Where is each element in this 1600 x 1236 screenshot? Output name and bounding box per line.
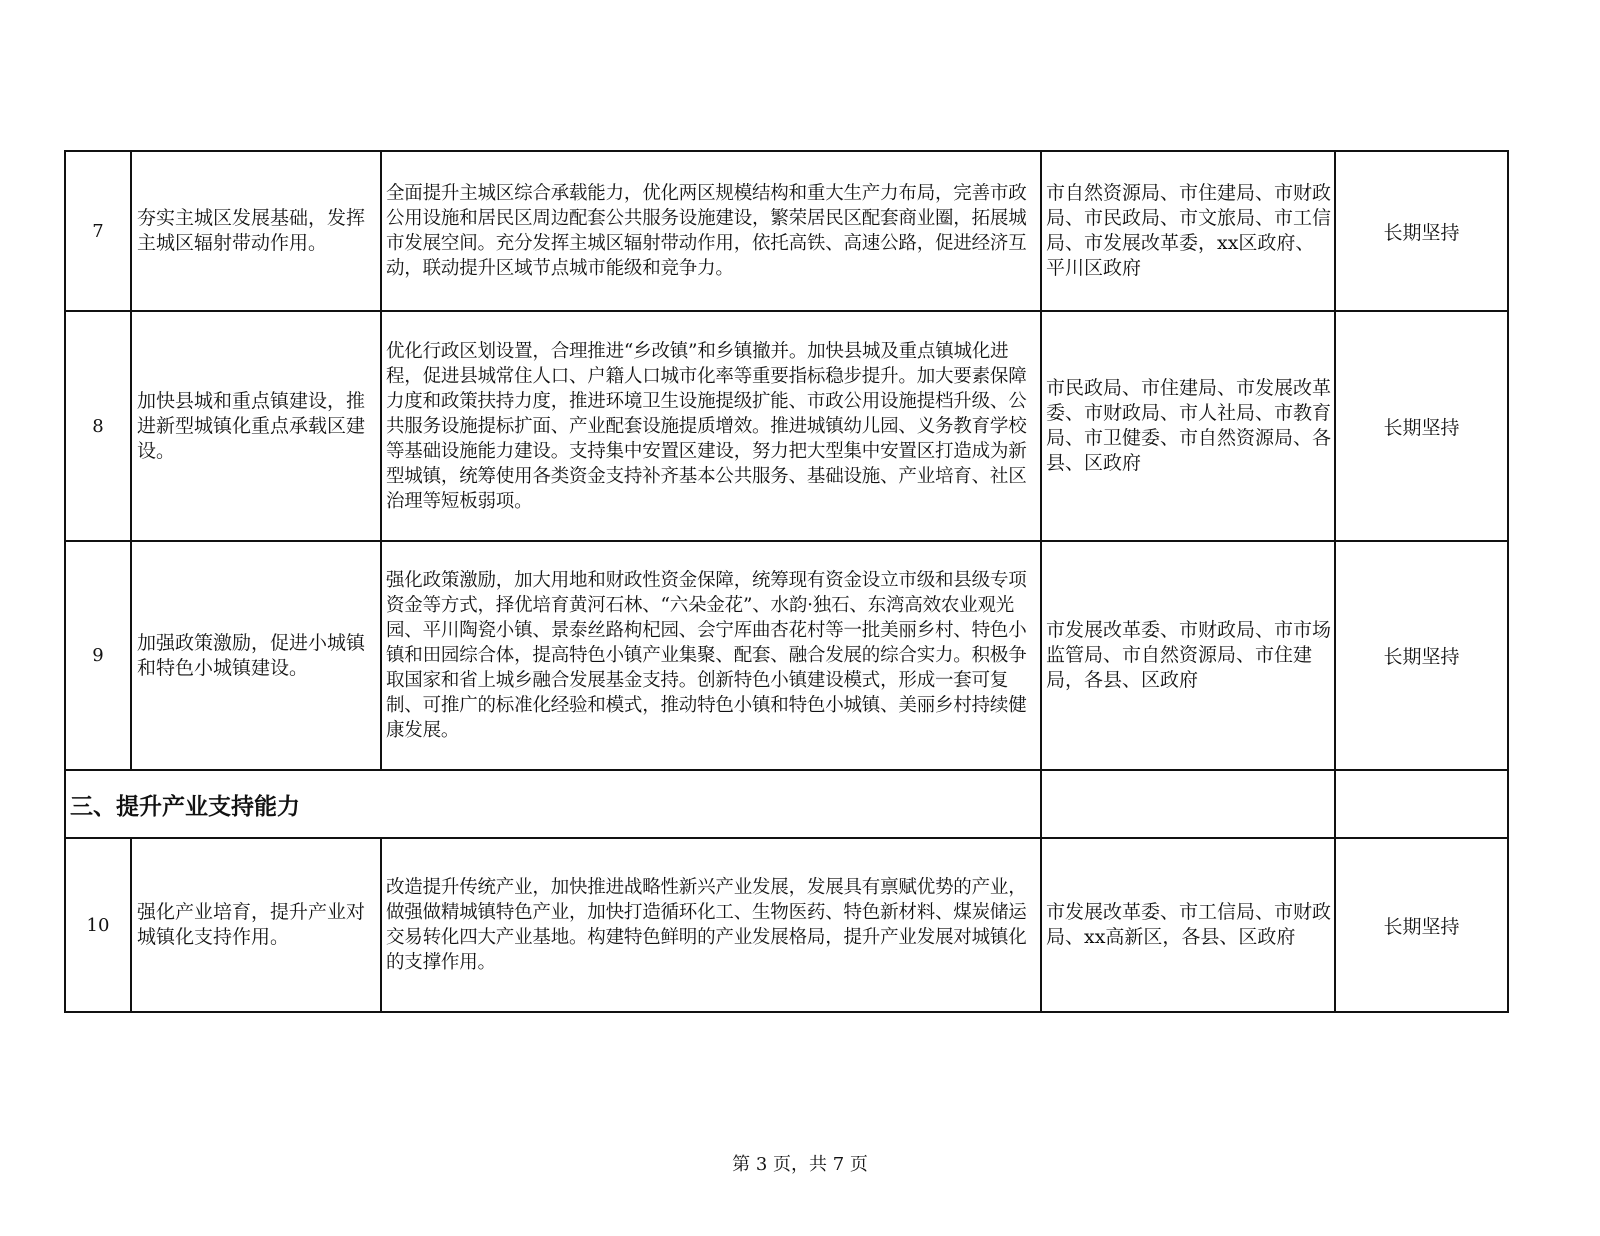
task-table (64, 150, 1509, 1013)
deadline: 长期坚持 (1335, 311, 1508, 541)
task-content: 强化政策激励，加大用地和财政性资金保障，统筹现有资金设立市级和县级专项资金等方式，择优培育黄河石林、“六朵金花”、水韵·独石、东湾高效农业观光园、平川陶瓷小镇、景泰丝路枸杞园、会宁厍曲杏花村等一批美丽乡村、特色小镇和田园综合体，提高特色小镇产业集聚、配套、融合发展的综合实力。积极争取国家和省上城乡融合发展基金支持。创新特色小镇建设模式，形成一套可复制、可推广的标准化经验和模式，推动特色小镇和特色小城镇、美丽乡村持续健康发展。 (381, 541, 1041, 770)
row-number: 7 (65, 151, 131, 311)
task-content: 优化行政区划设置，合理推进“乡改镇”和乡镇撤并。加快县城及重点镇城化进程，促进县城常住人口、户籍人口城市化率等重要指标稳步提升。加大要素保障力度和政策扶持力度，推进环境卫生设施提级扩能、市政公用设施提档升级、公共服务设施提标扩面、产业配套设施提质增效。推进城镇幼儿园、义务教育学校等基础设施能力建设。支持集中安置区建设，努力把大型集中安置区打造成为新型城镇，统筹使用各类资金支持补齐基本公共服务、基础设施、产业培育、社区治理等短板弱项。 (381, 311, 1041, 541)
responsible-departments: 市发展改革委、市工信局、市财政局、xx高新区，各县、区政府 (1041, 838, 1335, 1012)
table-row (65, 311, 1508, 541)
task-title: 加强政策激励，促进小城镇和特色小城镇建设。 (131, 541, 381, 770)
task-content: 全面提升主城区综合承载能力，优化两区规模结构和重大生产力布局，完善市政公用设施和居民区周边配套公共服务设施建设，繁荣居民区配套商业圈，拓展城市发展空间。充分发挥主城区辐射带动作用，依托高铁、高速公路，促进经济互动，联动提升区域节点城市能级和竞争力。 (381, 151, 1041, 311)
empty-cell (1335, 770, 1508, 838)
task-title: 加快县城和重点镇建设，推进新型城镇化重点承载区建设。 (131, 311, 381, 541)
responsible-departments: 市自然资源局、市住建局、市财政局、市民政局、市文旅局、市工信局、市发展改革委，xx区政府、平川区政府 (1041, 151, 1335, 311)
row-number: 9 (65, 541, 131, 770)
row-number: 8 (65, 311, 131, 541)
empty-cell (1041, 770, 1335, 838)
table-row (65, 838, 1508, 1012)
page-number-footer: 第 3 页，共 7 页 (732, 1154, 868, 1175)
section-title: 三、提升产业支持能力 (65, 770, 1041, 838)
task-title: 夯实主城区发展基础，发挥主城区辐射带动作用。 (131, 151, 381, 311)
responsible-departments: 市民政局、市住建局、市发展改革委、市财政局、市人社局、市教育局、市卫健委、市自然资源局、各县、区政府 (1041, 311, 1335, 541)
table-row (65, 151, 1508, 311)
deadline: 长期坚持 (1335, 151, 1508, 311)
task-content: 改造提升传统产业，加快推进战略性新兴产业发展，发展具有禀赋优势的产业，做强做精城镇特色产业，加快打造循环化工、生物医药、特色新材料、煤炭储运交易转化四大产业基地。构建特色鲜明的产业发展格局，提升产业发展对城镇化的支撑作用。 (381, 838, 1041, 1012)
responsible-departments: 市发展改革委、市财政局、市市场监管局、市自然资源局、市住建局，各县、区政府 (1041, 541, 1335, 770)
section-header-row (65, 770, 1508, 838)
deadline: 长期坚持 (1335, 838, 1508, 1012)
deadline: 长期坚持 (1335, 541, 1508, 770)
task-title: 强化产业培育，提升产业对城镇化支持作用。 (131, 838, 381, 1012)
table-row (65, 541, 1508, 770)
row-number: 10 (65, 838, 131, 1012)
